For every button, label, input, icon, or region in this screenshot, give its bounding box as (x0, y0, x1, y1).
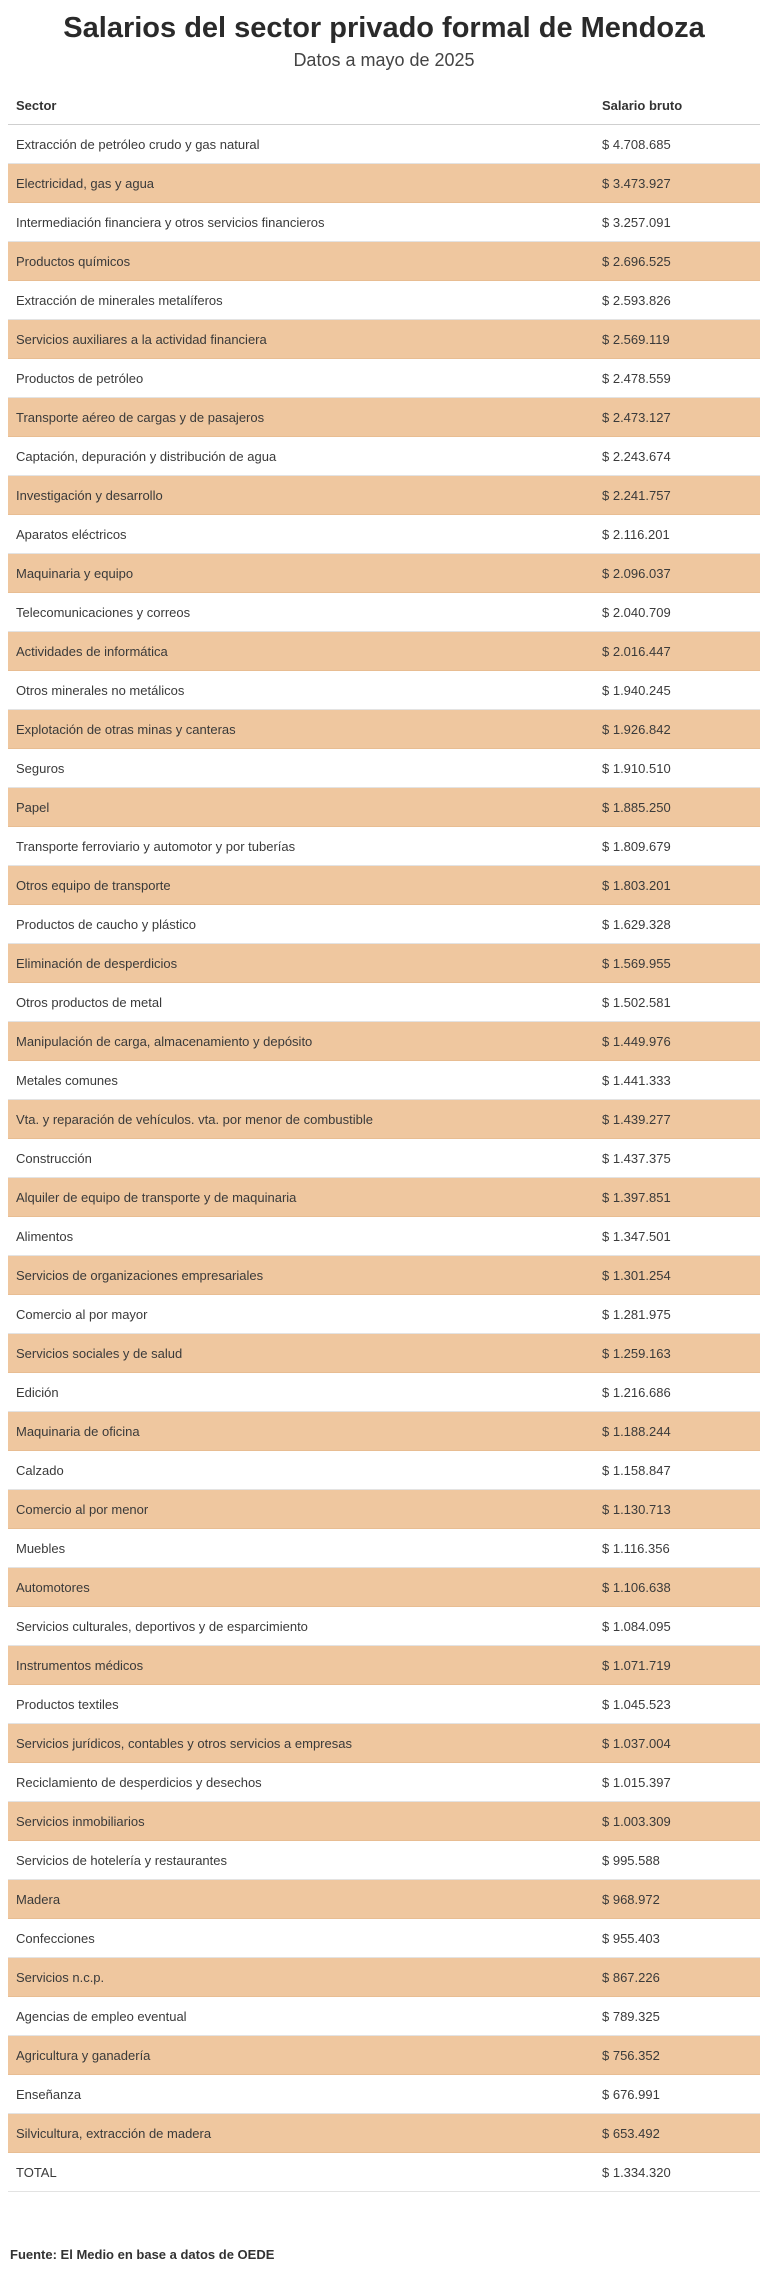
salary-cell: $ 2.241.757 (592, 476, 760, 515)
salary-cell: $ 2.569.119 (592, 320, 760, 359)
table-row (8, 1958, 760, 1997)
table-row (8, 2075, 760, 2114)
salary-cell: $ 1.071.719 (592, 1646, 760, 1685)
salary-cell: $ 1.116.356 (592, 1529, 760, 1568)
table-row (8, 1139, 760, 1178)
salary-cell: $ 1.502.581 (592, 983, 760, 1022)
salary-cell: $ 1.940.245 (592, 671, 760, 710)
table-row (8, 164, 760, 203)
salary-cell: $ 1.188.244 (592, 1412, 760, 1451)
column-header-sector: Sector (8, 86, 592, 125)
page-subtitle: Datos a mayo de 2025 (293, 50, 475, 70)
table-row (8, 1100, 760, 1139)
sector-cell: Alquiler de equipo de transporte y de maquinaria (8, 1178, 592, 1217)
table-row (8, 1568, 760, 1607)
salary-cell: $ 653.492 (592, 2114, 760, 2153)
sector-cell: Metales comunes (8, 1061, 592, 1100)
table-row (8, 944, 760, 983)
sector-cell: Transporte aéreo de cargas y de pasajeros (8, 398, 592, 437)
salary-cell: $ 2.593.826 (592, 281, 760, 320)
salary-cell: $ 1.015.397 (592, 1763, 760, 1802)
table-row (8, 1412, 760, 1451)
sector-cell: Papel (8, 788, 592, 827)
sector-cell: Captación, depuración y distribución de agua (8, 437, 592, 476)
salary-cell: $ 3.257.091 (592, 203, 760, 242)
table-row (8, 1919, 760, 1958)
sector-cell: Maquinaria y equipo (8, 554, 592, 593)
sector-cell: Otros equipo de transporte (8, 866, 592, 905)
salary-cell: $ 995.588 (592, 1841, 760, 1880)
sector-cell: Actividades de informática (8, 632, 592, 671)
sector-cell: Confecciones (8, 1919, 592, 1958)
salary-cell: $ 1.216.686 (592, 1373, 760, 1412)
table-row (8, 2036, 760, 2075)
sector-cell: Investigación y desarrollo (8, 476, 592, 515)
sector-cell: Servicios sociales y de salud (8, 1334, 592, 1373)
sector-cell: Calzado (8, 1451, 592, 1490)
table-row (8, 359, 760, 398)
table-row (8, 1841, 760, 1880)
sector-cell: Explotación de otras minas y canteras (8, 710, 592, 749)
table-row (8, 1295, 760, 1334)
sector-cell: Aparatos eléctricos (8, 515, 592, 554)
table-row (8, 1334, 760, 1373)
table-row (8, 788, 760, 827)
salary-cell: $ 1.803.201 (592, 866, 760, 905)
table-body (8, 125, 760, 2192)
table-row (8, 1724, 760, 1763)
salary-cell: $ 1.569.955 (592, 944, 760, 983)
table-row (8, 710, 760, 749)
table-row (8, 1997, 760, 2036)
sector-cell: Servicios culturales, deportivos y de esparcimiento (8, 1607, 592, 1646)
sector-cell: Edición (8, 1373, 592, 1412)
salary-cell: $ 968.972 (592, 1880, 760, 1919)
table-row (8, 1022, 760, 1061)
source-note: Fuente: El Medio en base a datos de OEDE (10, 2247, 275, 2262)
salary-cell: $ 789.325 (592, 1997, 760, 2036)
sector-cell: Extracción de petróleo crudo y gas natural (8, 125, 592, 164)
sector-cell: Servicios de hotelería y restaurantes (8, 1841, 592, 1880)
sector-cell: Enseñanza (8, 2075, 592, 2114)
sector-cell: Comercio al por mayor (8, 1295, 592, 1334)
salary-cell: $ 1.106.638 (592, 1568, 760, 1607)
sector-cell: Construcción (8, 1139, 592, 1178)
sector-cell: Telecomunicaciones y correos (8, 593, 592, 632)
sector-cell: Intermediación financiera y otros servicios financieros (8, 203, 592, 242)
sector-cell: Eliminación de desperdicios (8, 944, 592, 983)
salary-cell: $ 1.441.333 (592, 1061, 760, 1100)
salary-cell: $ 867.226 (592, 1958, 760, 1997)
salary-cell: $ 1.259.163 (592, 1334, 760, 1373)
salary-cell: $ 4.708.685 (592, 125, 760, 164)
sector-cell: Madera (8, 1880, 592, 1919)
sector-cell: Comercio al por menor (8, 1490, 592, 1529)
table-row (8, 671, 760, 710)
sector-cell: Seguros (8, 749, 592, 788)
salary-cell: $ 1.045.523 (592, 1685, 760, 1724)
sector-cell: Muebles (8, 1529, 592, 1568)
salary-cell: $ 3.473.927 (592, 164, 760, 203)
sector-cell: Servicios de organizaciones empresariales (8, 1256, 592, 1295)
table-row (8, 1880, 760, 1919)
sector-cell: Productos químicos (8, 242, 592, 281)
sector-cell: Transporte ferroviario y automotor y por tuberías (8, 827, 592, 866)
table-row (8, 1646, 760, 1685)
table-row (8, 1061, 760, 1100)
table-row (8, 866, 760, 905)
salary-cell: $ 1.158.847 (592, 1451, 760, 1490)
page-title: Salarios del sector privado formal de Mendoza (63, 12, 705, 44)
salary-cell: $ 955.403 (592, 1919, 760, 1958)
table-row (8, 1490, 760, 1529)
sector-cell: Extracción de minerales metalíferos (8, 281, 592, 320)
table-row (8, 203, 760, 242)
table-row (8, 827, 760, 866)
table-row (8, 1607, 760, 1646)
sector-cell: Instrumentos médicos (8, 1646, 592, 1685)
salary-table (8, 86, 760, 2192)
salary-cell: $ 756.352 (592, 2036, 760, 2075)
salary-cell: $ 1.439.277 (592, 1100, 760, 1139)
salary-cell: $ 2.243.674 (592, 437, 760, 476)
salary-cell: $ 1.397.851 (592, 1178, 760, 1217)
salary-cell: $ 1.449.976 (592, 1022, 760, 1061)
salary-cell: $ 676.991 (592, 2075, 760, 2114)
salary-cell: $ 1.003.309 (592, 1802, 760, 1841)
sector-cell: Maquinaria de oficina (8, 1412, 592, 1451)
table-row (8, 1373, 760, 1412)
table-row (8, 281, 760, 320)
sector-cell: Silvicultura, extracción de madera (8, 2114, 592, 2153)
sector-cell: Otros productos de metal (8, 983, 592, 1022)
table-row (8, 242, 760, 281)
table-row (8, 554, 760, 593)
sector-cell: Reciclamiento de desperdicios y desechos (8, 1763, 592, 1802)
salary-cell: $ 1.130.713 (592, 1490, 760, 1529)
sector-cell: Otros minerales no metálicos (8, 671, 592, 710)
salary-cell: $ 1.037.004 (592, 1724, 760, 1763)
table-row (8, 437, 760, 476)
salary-cell: $ 1.281.975 (592, 1295, 760, 1334)
table-row (8, 593, 760, 632)
sector-cell: Alimentos (8, 1217, 592, 1256)
salary-cell: $ 1.926.842 (592, 710, 760, 749)
salary-cell: $ 1.885.250 (592, 788, 760, 827)
table-row (8, 515, 760, 554)
sector-cell: Productos de caucho y plástico (8, 905, 592, 944)
table-row (8, 476, 760, 515)
sector-cell: Manipulación de carga, almacenamiento y depósito (8, 1022, 592, 1061)
table-row (8, 125, 760, 164)
sector-cell: Servicios n.c.p. (8, 1958, 592, 1997)
table-row (8, 2114, 760, 2153)
salary-cell: $ 2.478.559 (592, 359, 760, 398)
salary-cell: $ 2.116.201 (592, 515, 760, 554)
salary-cell: $ 1.629.328 (592, 905, 760, 944)
table-row (8, 1451, 760, 1490)
salary-cell: $ 2.040.709 (592, 593, 760, 632)
salary-cell: $ 1.301.254 (592, 1256, 760, 1295)
sector-cell: Agencias de empleo eventual (8, 1997, 592, 2036)
sector-cell: Vta. y reparación de vehículos. vta. por menor de combustible (8, 1100, 592, 1139)
table-row (8, 983, 760, 1022)
salary-cell: $ 1.347.501 (592, 1217, 760, 1256)
sector-cell: Servicios inmobiliarios (8, 1802, 592, 1841)
table-row (8, 1802, 760, 1841)
table-row (8, 1217, 760, 1256)
sector-cell: TOTAL (8, 2153, 592, 2192)
table-row (8, 749, 760, 788)
sector-cell: Automotores (8, 1568, 592, 1607)
salary-cell: $ 1.437.375 (592, 1139, 760, 1178)
sector-cell: Agricultura y ganadería (8, 2036, 592, 2075)
salary-cell: $ 1.084.095 (592, 1607, 760, 1646)
table-row (8, 2153, 760, 2192)
table-row (8, 1685, 760, 1724)
salary-cell: $ 1.334.320 (592, 2153, 760, 2192)
salary-cell: $ 2.696.525 (592, 242, 760, 281)
table-header-row (8, 86, 760, 125)
table-row (8, 1178, 760, 1217)
sector-cell: Servicios jurídicos, contables y otros servicios a empresas (8, 1724, 592, 1763)
salary-cell: $ 2.096.037 (592, 554, 760, 593)
salary-cell: $ 1.809.679 (592, 827, 760, 866)
salary-cell: $ 2.473.127 (592, 398, 760, 437)
table-row (8, 632, 760, 671)
table-row (8, 1763, 760, 1802)
table-row (8, 1256, 760, 1295)
sector-cell: Electricidad, gas y agua (8, 164, 592, 203)
sector-cell: Servicios auxiliares a la actividad financiera (8, 320, 592, 359)
salary-cell: $ 1.910.510 (592, 749, 760, 788)
table-row (8, 320, 760, 359)
sector-cell: Productos de petróleo (8, 359, 592, 398)
salary-cell: $ 2.016.447 (592, 632, 760, 671)
sector-cell: Productos textiles (8, 1685, 592, 1724)
table-row (8, 1529, 760, 1568)
table-row (8, 905, 760, 944)
table-row (8, 398, 760, 437)
column-header-salary: Salario bruto (592, 86, 760, 125)
